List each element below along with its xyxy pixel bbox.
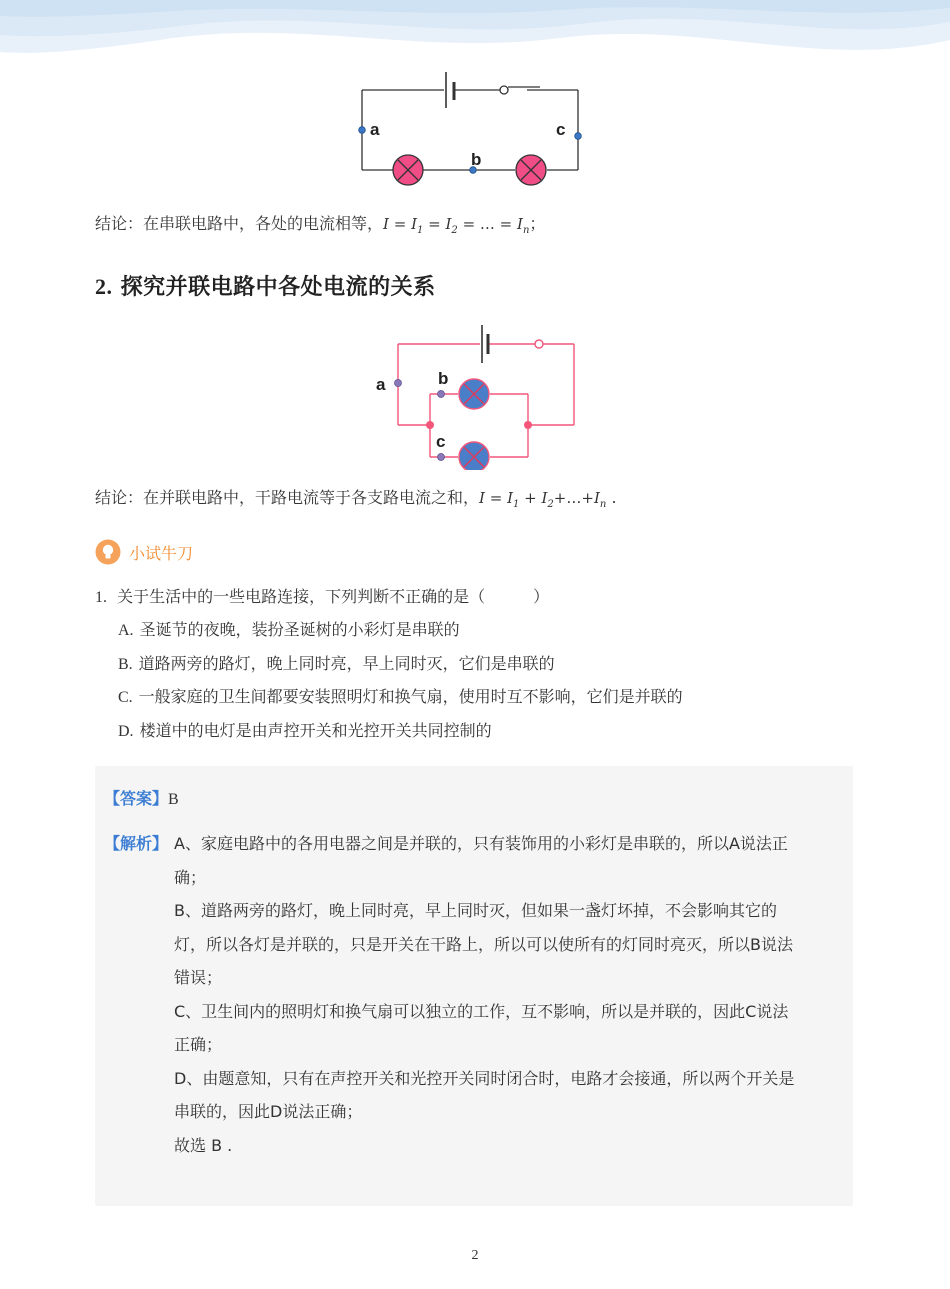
lamp-icon (393, 155, 423, 185)
lamp-icon (459, 442, 489, 470)
series-formula: $I = I_1 = I_2$ = … = $I_n$ (383, 215, 530, 236)
analysis-line: B、道路两旁的路灯，晚上同时亮，早上同时灭，但如果一盏灯坏掉，不会影响其它的 (174, 901, 777, 920)
parallel-circuit-diagram (370, 320, 585, 470)
section-heading (95, 270, 436, 301)
section-title: 探究并联电路中各处电流的关系 (120, 275, 436, 300)
parallel-conclusion-text: 结论：在并联电路中，干路电流等于各支路电流之和， (95, 488, 480, 507)
lamp-icon (459, 379, 489, 409)
analysis-line: 错误； (174, 968, 223, 987)
question-number: 1. (95, 589, 107, 606)
series-conclusion-text: 结论：在串联电路中，各处的电流相等， (95, 214, 384, 233)
analysis-line: 确； (174, 867, 207, 887)
analysis-body (174, 827, 834, 1162)
analysis-line: 串联的，因此D说法正确； (174, 1102, 363, 1121)
answer-row (104, 788, 179, 811)
point-label-a: a (370, 120, 380, 139)
option-b[interactable]: B. 道路两旁的路灯，晚上同时亮，早上同时灭，它们是串联的 (118, 654, 555, 673)
point-label-a: a (376, 375, 386, 394)
try-it-label: 小试牛刀 (129, 543, 194, 563)
parallel-formula: $I = I_1$ + $I_2+\dots+I_n$ (479, 489, 607, 510)
parallel-conclusion: 结论：在并联电路中，干路电流等于各支路电流之和，$I = I_1$ + $I_2+\dots+I_n$ . (95, 488, 617, 510)
header-wave-decoration (0, 0, 950, 70)
analysis-line: C、卫生间内的照明灯和换气扇可以独立的工作，互不影响，所以是并联的，因此C说法 (174, 1001, 789, 1021)
analysis-line: 正确； (174, 1035, 223, 1054)
try-it-header (95, 539, 193, 565)
lightbulb-icon (95, 539, 121, 565)
lamp-icon (516, 155, 546, 185)
point-label-c: c (556, 120, 566, 139)
analysis-tag: 【解析】 (104, 834, 169, 853)
option-d[interactable]: D. 楼道中的电灯是由声控开关和光控开关共同控制的 (118, 721, 492, 740)
answer-tag: 【答案】 (104, 789, 169, 808)
analysis-line: A、家庭电路中的各用电器之间是并联的，只有装饰用的小彩灯是串联的，所以A说法正 (174, 834, 788, 853)
point-label-b: b (438, 369, 449, 388)
series-circuit-diagram (355, 66, 587, 190)
section-number: 2. (95, 274, 113, 299)
question-stem (95, 586, 549, 609)
point-label-c: c (436, 432, 446, 451)
analysis-line: 故选 B . (174, 1135, 233, 1155)
analysis-line: 灯，所以各灯是并联的，只是开关在干路上，所以可以使所有的灯同时亮灭，所以B说法 (174, 934, 793, 954)
analysis-line: D、由题意知，只有在声控开关和光控开关同时闭合时，电路才会接通，所以两个开关是 (174, 1068, 795, 1088)
point-label-b: b (471, 150, 482, 169)
question-text: 关于生活中的一些电路连接，下列判断不正确的是（ ） (117, 587, 550, 606)
option-c[interactable]: C. 一般家庭的卫生间都要安装照明灯和换气扇，使用时互不影响，它们是并联的 (118, 687, 683, 706)
option-a[interactable]: A. 圣诞节的夜晚，装扮圣诞树的小彩灯是串联的 (118, 620, 460, 639)
page-number: 2 (471, 1248, 479, 1263)
answer-value: B (168, 791, 179, 808)
series-conclusion: 结论：在串联电路中，各处的电流相等，$I = I_1 = I_2$ = … = $I_n$； (95, 214, 546, 236)
